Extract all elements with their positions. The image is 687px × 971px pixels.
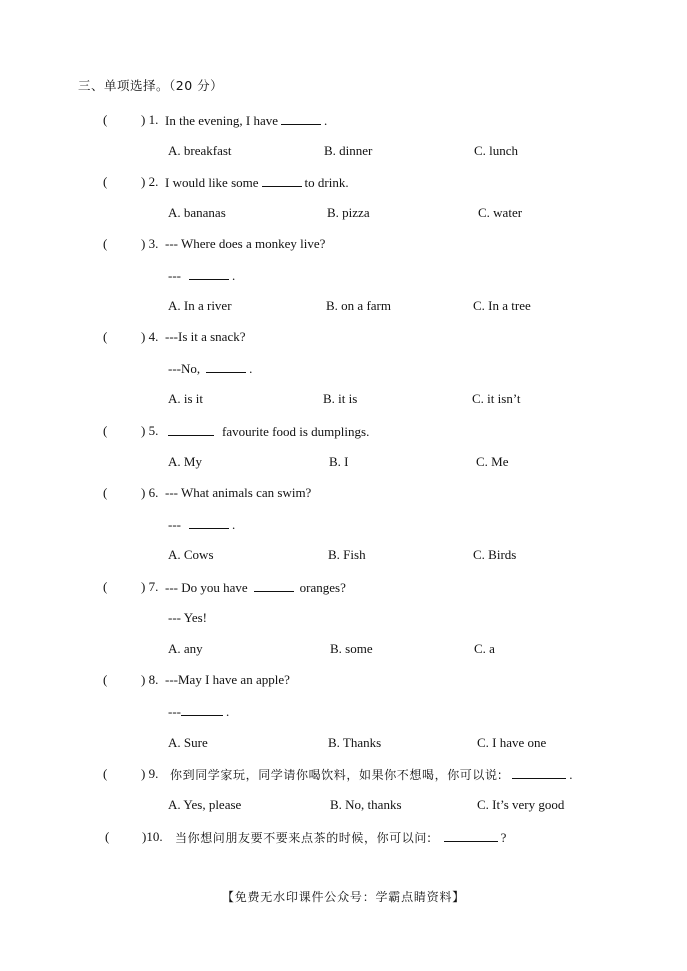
answer-paren-open: (: [105, 829, 110, 844]
question-text: --- Where does a monkey live?: [165, 236, 326, 251]
question-number: ) 7.: [141, 579, 159, 594]
answer-blank[interactable]: [262, 174, 302, 187]
answer-paren-open: (: [103, 579, 108, 594]
option-c: C. it isn’t: [472, 391, 521, 406]
answer-blank[interactable]: [254, 579, 294, 592]
answer-blank[interactable]: [189, 516, 229, 529]
option-b: B. Fish: [328, 547, 366, 562]
option-b: B. Thanks: [328, 735, 382, 750]
option-a: A. breakfast: [168, 143, 232, 158]
question-text: In the evening, I have .: [165, 113, 328, 128]
question-number: ) 4.: [141, 329, 159, 344]
option-b: B. I: [329, 454, 349, 469]
question-number: ) 5.: [141, 423, 159, 438]
answer-paren-open: (: [103, 236, 108, 251]
answer-blank[interactable]: [444, 829, 498, 842]
section-title: 三、单项选择。（20 分）: [78, 78, 224, 93]
option-b: B. it is: [323, 391, 358, 406]
option-c: C. Me: [476, 454, 509, 469]
answer-blank[interactable]: [206, 360, 246, 373]
option-a: A. any: [168, 641, 203, 656]
answer-blank[interactable]: [512, 766, 566, 779]
question-text: favourite food is dumplings.: [165, 423, 369, 440]
answer-paren-open: (: [103, 174, 108, 189]
option-c: C. In a tree: [473, 298, 531, 313]
question-text: ---May I have an apple?: [165, 672, 290, 687]
question-number: ) 3.: [141, 236, 159, 251]
option-a: A. In a river: [168, 298, 232, 313]
option-a: A. Sure: [168, 735, 208, 750]
option-c: C. Birds: [473, 547, 517, 562]
answer-paren-open: (: [103, 112, 108, 127]
question-number: ) 6.: [141, 485, 159, 500]
option-c: C. a: [474, 641, 495, 656]
option-b: B. dinner: [324, 143, 373, 158]
answer-line: --- .: [168, 517, 236, 532]
answer-paren-open: (: [103, 329, 108, 344]
option-b: B. some: [330, 641, 373, 656]
footer-note: 【免费无水印课件公众号：学霸点睛资料】: [221, 890, 466, 904]
option-b: B. pizza: [327, 205, 370, 220]
answer-line: --- .: [168, 704, 230, 719]
answer-line: ---No, .: [168, 361, 253, 376]
question-number: )10.: [142, 829, 163, 844]
option-b: B. No, thanks: [330, 797, 402, 812]
question-text: ---Is it a snack?: [165, 329, 246, 344]
option-a: A. My: [168, 454, 202, 469]
answer-paren-open: (: [103, 672, 108, 687]
answer-paren-open: (: [103, 423, 108, 438]
question-number: ) 8.: [141, 672, 159, 687]
question-number: ) 1.: [141, 112, 159, 127]
answer-blank[interactable]: [189, 267, 229, 280]
question-text: I would like some to drink.: [165, 175, 349, 190]
question-text: --- What animals can swim?: [165, 485, 312, 500]
answer-blank[interactable]: [168, 423, 214, 436]
answer-paren-open: (: [103, 485, 108, 500]
option-a: A. bananas: [168, 205, 226, 220]
answer-line: --- Yes!: [168, 610, 207, 625]
answer-blank[interactable]: [281, 112, 321, 125]
option-c: C. lunch: [474, 143, 519, 158]
question-number: ) 2.: [141, 174, 159, 189]
option-a: A. Cows: [168, 547, 214, 562]
option-c: C. water: [478, 205, 523, 220]
answer-line: --- .: [168, 268, 236, 283]
question-text: --- Do you have oranges?: [165, 580, 346, 595]
answer-paren-open: (: [103, 766, 108, 781]
option-c: C. I have one: [477, 735, 547, 750]
question-text: 你到同学家玩，同学请你喝饮料，如果你不想喝，你可以说: .: [170, 767, 573, 782]
question-text: 当你想问朋友要不要来点茶的时候，你可以问: ?: [175, 830, 507, 845]
option-b: B. on a farm: [326, 298, 391, 313]
question-number: ) 9.: [141, 766, 159, 781]
option-a: A. Yes, please: [168, 797, 242, 812]
answer-blank[interactable]: [181, 703, 223, 716]
option-c: C. It’s very good: [477, 797, 565, 812]
option-a: A. is it: [168, 391, 204, 406]
